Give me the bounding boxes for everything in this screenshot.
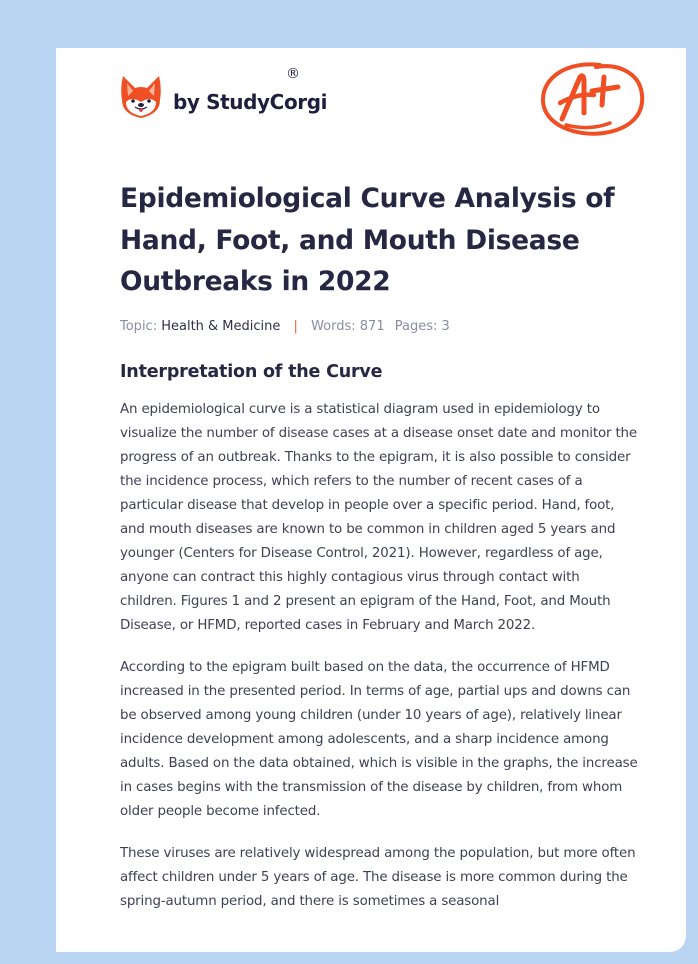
- a-plus-grade-icon: [538, 59, 648, 139]
- paragraph-2: According to the epigram built based on the data, the occurrence of HFMD increased in the presented period. In terms of age, partial ups and downs can be observed among young children (under 10 years of age), relatively linear incidence development among adolescents, and a sharp incidence among adults. Based on the data obtained, which is visible in the graphs, the increase in cases begins with the transmission of the disease by children, from whom older people become infected.: [120, 659, 638, 819]
- meta-separator: |: [293, 318, 298, 334]
- paragraph-1: An epidemiological curve is a statistical diagram used in epidemiology to visualize the number of disease cases at a disease onset date and monitor the progress of an outbreak. Thanks to the epigram, it is also possible to consider the incidence process, which refers to the number of recent cases of a particular disease that develop in people over a specific period. Hand, foot, and mouth diseases are known to be common in children aged 5 years and younger (Centers for Disease Control, 2021). However, regardless of age, anyone can contract this highly contagious virus through contact with children. Figures 1 and 2 present an epigram of the Hand, Foot, and Mouth Disease, or HFMD, reported cases in February and March 2022.: [120, 401, 637, 633]
- pages-count: 3: [441, 318, 450, 334]
- pages-label: Pages:: [394, 318, 438, 334]
- document-card: [56, 48, 686, 952]
- article-meta: [120, 319, 640, 334]
- words-label: Words:: [311, 318, 356, 334]
- words-count: 871: [359, 318, 385, 334]
- section-heading: Interpretation of the Curve: [120, 361, 383, 382]
- paragraph-3: These viruses are relatively widespread among the population, but more often affect children under 5 years of age. The disease is more common during the spring-autumn period, and there is sometimes a seasonal: [120, 845, 636, 909]
- article-title: Epidemiological Curve Analysis of Hand, Foot, and Mouth Disease Outbreaks in 2022: [120, 183, 615, 297]
- page-header: [56, 48, 686, 158]
- corgi-head-icon: [120, 74, 162, 120]
- article-content: [120, 178, 640, 914]
- topic-link[interactable]: Health & Medicine: [161, 318, 281, 334]
- topic-label: Topic:: [120, 318, 158, 334]
- brand-name: by StudyCorgi: [173, 90, 328, 114]
- registered-mark: ®: [286, 66, 300, 82]
